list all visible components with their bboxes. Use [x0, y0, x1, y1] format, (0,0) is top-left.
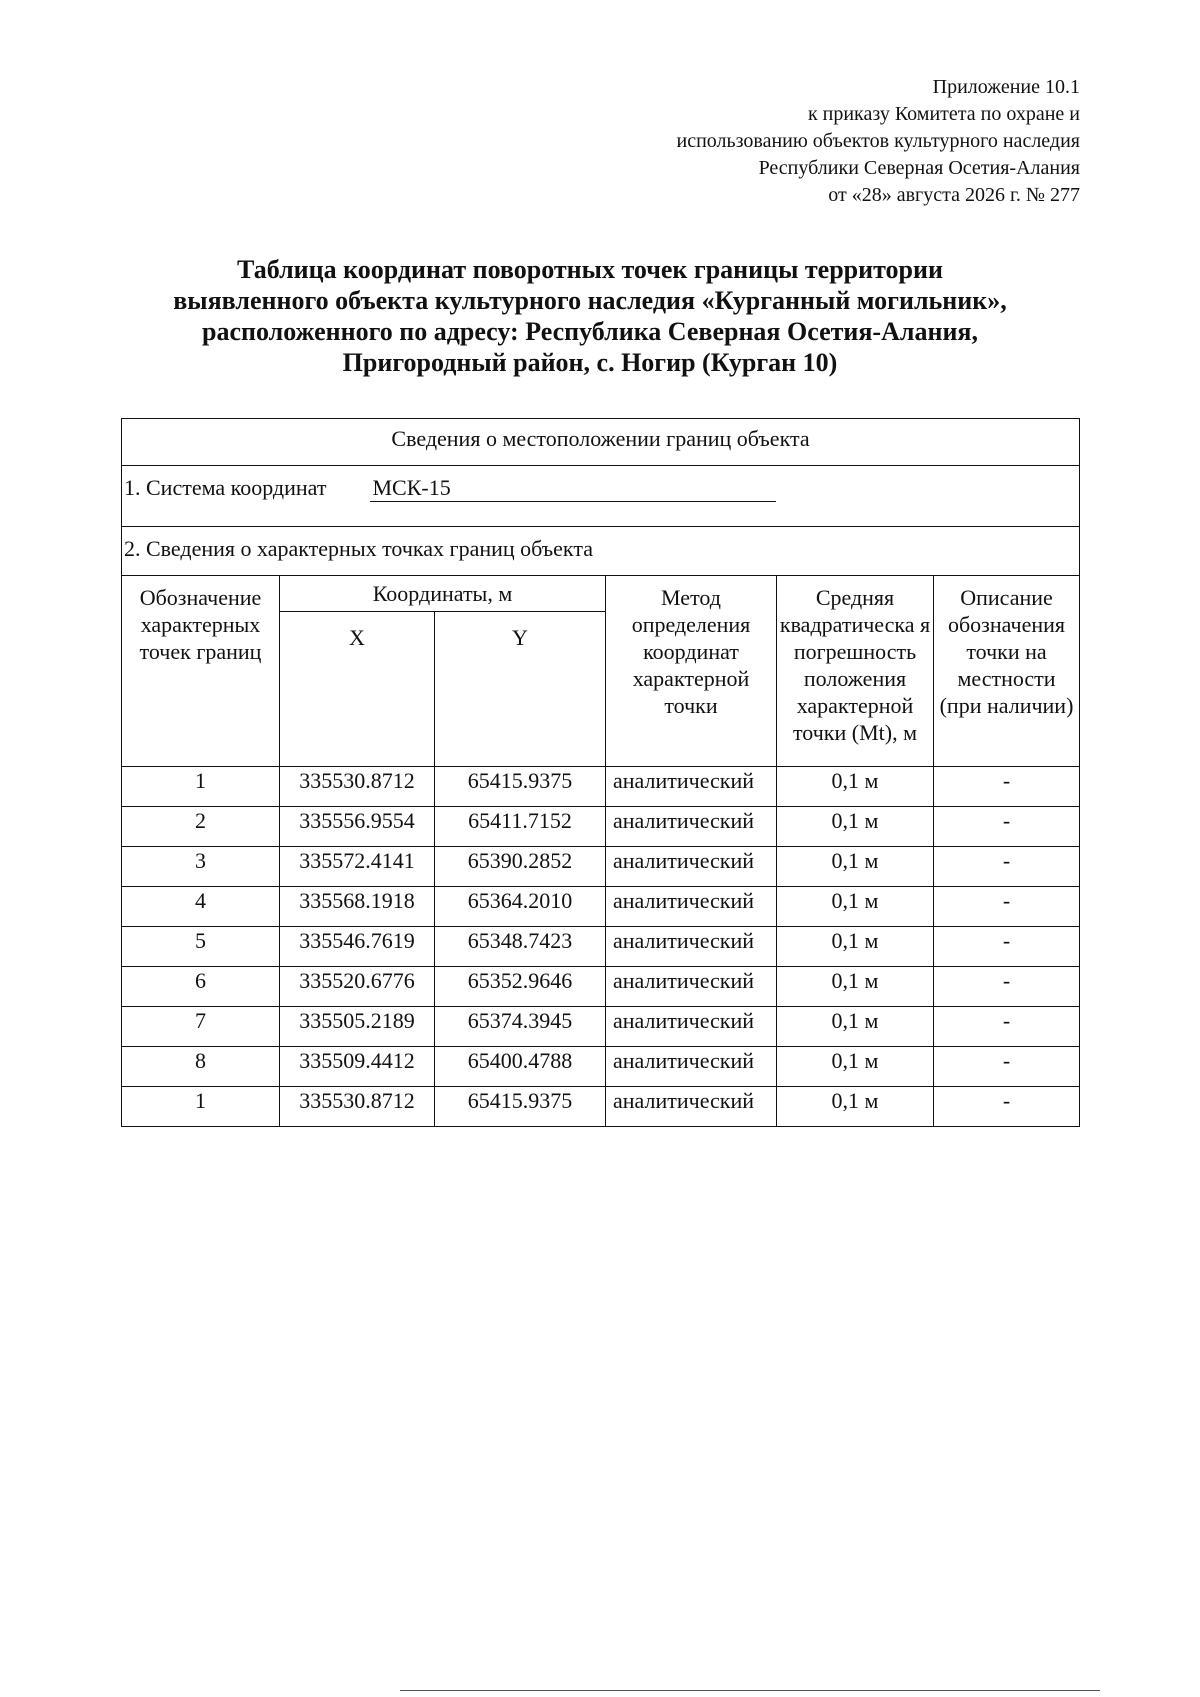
cell-point: 3	[122, 847, 280, 887]
col-header-method: Метод определения координат характерной точки	[606, 576, 777, 767]
table-row	[122, 1007, 1080, 1047]
cell-x: 335572.4141	[280, 847, 435, 887]
cell-y: 65364.2010	[435, 887, 606, 927]
cell-point: 6	[122, 967, 280, 1007]
cell-method: аналитический	[606, 1047, 777, 1087]
cell-description: -	[934, 927, 1080, 967]
cell-error: 0,1 м	[777, 1007, 934, 1047]
cell-point: 1	[122, 767, 280, 807]
cell-x: 335568.1918	[280, 887, 435, 927]
table-row	[122, 847, 1080, 887]
cell-error: 0,1 м	[777, 967, 934, 1007]
annex-line: от «28» августа 2026 г. № 277	[828, 184, 1080, 206]
cell-y: 65411.7152	[435, 807, 606, 847]
cell-x: 335520.6776	[280, 967, 435, 1007]
table-header: Сведения о местоположении границ объекта	[122, 419, 1080, 466]
col-header-x: X	[280, 611, 435, 766]
cell-x: 335505.2189	[280, 1007, 435, 1047]
cell-point: 7	[122, 1007, 280, 1047]
annex-line: использованию объектов культурного наследия	[676, 130, 1080, 152]
coordinate-system-value: МСК-15	[370, 474, 776, 502]
cell-point: 1	[122, 1087, 280, 1127]
cell-method: аналитический	[606, 967, 777, 1007]
cell-y: 65348.7423	[435, 927, 606, 967]
table-row	[122, 767, 1080, 807]
coordinate-system-row	[122, 466, 1080, 527]
cell-description: -	[934, 967, 1080, 1007]
table-row	[122, 927, 1080, 967]
cell-x: 335546.7619	[280, 927, 435, 967]
cell-method: аналитический	[606, 767, 777, 807]
cell-description: -	[934, 767, 1080, 807]
cell-description: -	[934, 1047, 1080, 1087]
table-row	[122, 1087, 1080, 1127]
cell-point: 4	[122, 887, 280, 927]
cell-y: 65352.9646	[435, 967, 606, 1007]
col-header-error: Средняя квадратическа я погрешность положения характерной точки (Mt), м	[777, 576, 934, 767]
col-header-description: Описание обозначения точки на местности (при наличии)	[934, 576, 1080, 767]
cell-method: аналитический	[606, 847, 777, 887]
cell-description: -	[934, 887, 1080, 927]
cell-error: 0,1 м	[777, 887, 934, 927]
annex-block	[677, 74, 1081, 209]
cell-y: 65390.2852	[435, 847, 606, 887]
cell-y: 65415.9375	[435, 1087, 606, 1127]
annex-line: Приложение 10.1	[932, 76, 1080, 98]
title-line: расположенного по адресу: Республика Северная Осетия-Алания,	[201, 317, 978, 346]
cell-error: 0,1 м	[777, 807, 934, 847]
cell-description: -	[934, 847, 1080, 887]
col-header-coordinates: Координаты, м	[280, 576, 606, 612]
cell-y: 65415.9375	[435, 767, 606, 807]
cell-method: аналитический	[606, 807, 777, 847]
scan-edge-line	[400, 1690, 1100, 1691]
cell-point: 5	[122, 927, 280, 967]
title-line: Пригородный район, с. Ногир (Курган 10)	[342, 348, 838, 377]
annex-line: Республики Северная Осетия-Алания	[758, 157, 1080, 179]
cell-error: 0,1 м	[777, 847, 934, 887]
section2-heading: 2. Сведения о характерных точках границ объекта	[122, 527, 1080, 576]
cell-method: аналитический	[606, 927, 777, 967]
cell-error: 0,1 м	[777, 1047, 934, 1087]
cell-y: 65374.3945	[435, 1007, 606, 1047]
table-row	[122, 1047, 1080, 1087]
cell-x: 335509.4412	[280, 1047, 435, 1087]
cell-method: аналитический	[606, 887, 777, 927]
document-title	[90, 254, 1090, 378]
title-line: Таблица координат поворотных точек границы территории	[237, 255, 943, 284]
cell-error: 0,1 м	[777, 767, 934, 807]
coordinates-table	[121, 418, 1080, 1127]
col-header-designation: Обозначение характерных точек границ	[122, 576, 280, 767]
coordinate-system-label: 1. Система координат	[124, 475, 327, 500]
title-line: выявленного объекта культурного наследия «Курганный могильник»,	[173, 286, 1007, 315]
table-row	[122, 887, 1080, 927]
cell-point: 2	[122, 807, 280, 847]
cell-description: -	[934, 807, 1080, 847]
annex-line: к приказу Комитета по охране и	[807, 103, 1080, 125]
col-header-y: Y	[435, 611, 606, 766]
cell-x: 335556.9554	[280, 807, 435, 847]
cell-method: аналитический	[606, 1087, 777, 1127]
cell-x: 335530.8712	[280, 1087, 435, 1127]
cell-description: -	[934, 1087, 1080, 1127]
cell-point: 8	[122, 1047, 280, 1087]
table-row	[122, 967, 1080, 1007]
table-row	[122, 807, 1080, 847]
cell-description: -	[934, 1007, 1080, 1047]
cell-error: 0,1 м	[777, 1087, 934, 1127]
cell-x: 335530.8712	[280, 767, 435, 807]
cell-method: аналитический	[606, 1007, 777, 1047]
cell-error: 0,1 м	[777, 927, 934, 967]
cell-y: 65400.4788	[435, 1047, 606, 1087]
